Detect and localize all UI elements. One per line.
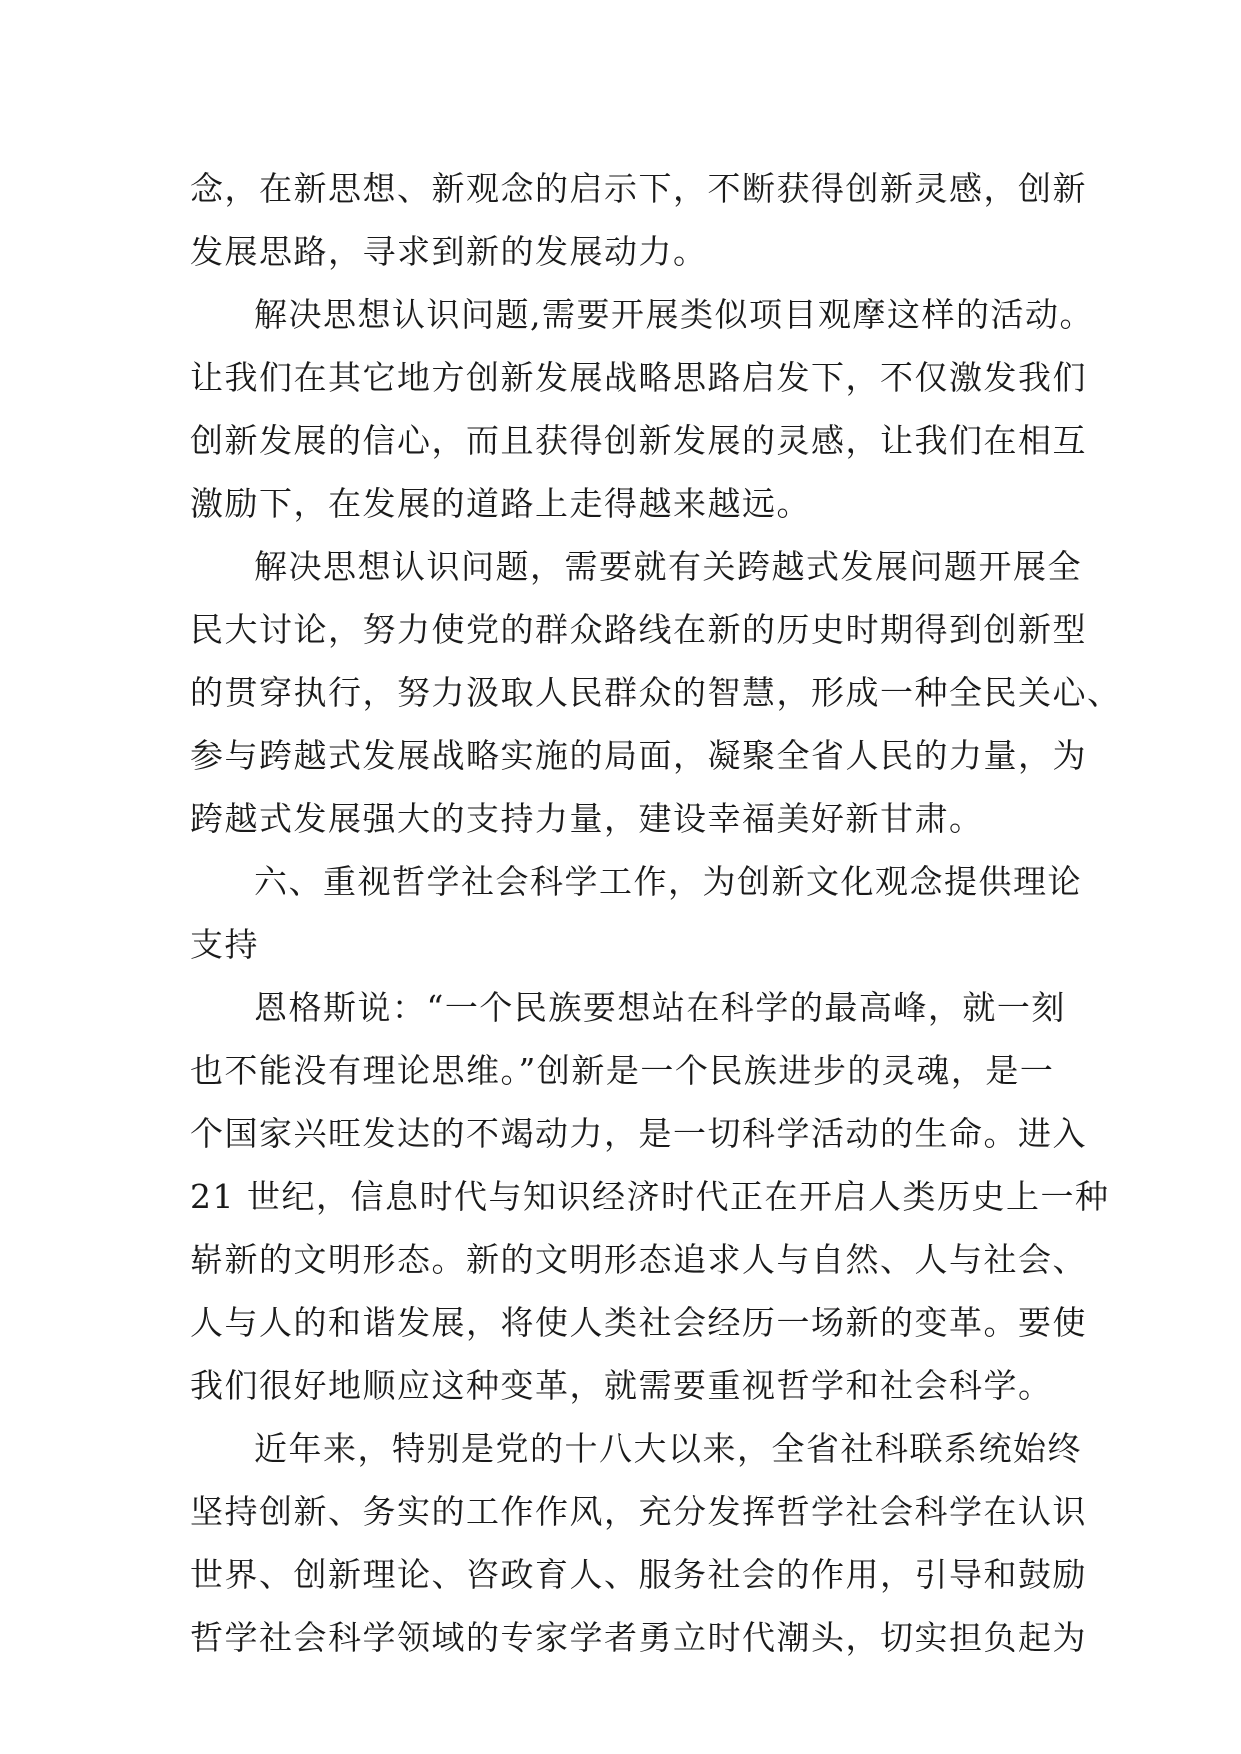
text-line: 世界、创新理论、咨政育人、服务社会的作用，引导和鼓励 <box>190 1555 1087 1594</box>
text-line: 让我们在其它地方创新发展战略思路启发下，不仅激发我们 <box>190 358 1087 397</box>
text-line: 念，在新思想、新观念的启示下，不断获得创新灵感，创新 <box>190 169 1087 208</box>
text-line: 支持 <box>190 925 259 964</box>
text-line: 个国家兴旺发达的不竭动力，是一切科学活动的生命。进入 <box>190 1114 1087 1153</box>
text-line: 解决思想认识问题,需要开展类似项目观摩这样的活动。 <box>254 295 1094 334</box>
text-line: 创新发展的信心，而且获得创新发展的灵感，让我们在相互 <box>190 421 1087 460</box>
text-line: 参与跨越式发展战略实施的局面，凝聚全省人民的力量，为 <box>190 736 1087 775</box>
text-line: 21 世纪，信息时代与知识经济时代正在开启人类历史上一种 <box>190 1177 1110 1216</box>
text-line: 的贯穿执行，努力汲取人民群众的智慧，形成一种全民关心、 <box>190 673 1122 712</box>
text-line: 近年来，特别是党的十八大以来，全省社科联系统始终 <box>254 1429 1082 1468</box>
text-line: 六、重视哲学社会科学工作，为创新文化观念提供理论 <box>254 862 1082 901</box>
text-line: 我们很好地顺应这种变革，就需要重视哲学和社会科学。 <box>190 1366 1053 1405</box>
text-line: 哲学社会科学领域的专家学者勇立时代潮头，切实担负起为 <box>190 1618 1087 1657</box>
text-line: 发展思路，寻求到新的发展动力。 <box>190 232 708 271</box>
text-line: 跨越式发展强大的支持力量，建设幸福美好新甘肃。 <box>190 799 984 838</box>
text-line: 也不能没有理论思维。”创新是一个民族进步的灵魂，是一 <box>190 1051 1055 1090</box>
text-line: 解决思想认识问题，需要就有关跨越式发展问题开展全 <box>254 547 1082 586</box>
text-line: 坚持创新、务实的工作作风，充分发挥哲学社会科学在认识 <box>190 1492 1087 1531</box>
text-line: 恩格斯说：“一个民族要想站在科学的最高峰，就一刻 <box>254 988 1066 1027</box>
text-line: 激励下，在发展的道路上走得越来越远。 <box>190 484 811 523</box>
text-line: 民大讨论，努力使党的群众路线在新的历史时期得到创新型 <box>190 610 1087 649</box>
text-line: 崭新的文明形态。新的文明形态追求人与自然、人与社会、 <box>190 1240 1087 1279</box>
text-line: 人与人的和谐发展，将使人类社会经历一场新的变革。要使 <box>190 1303 1087 1342</box>
body-text <box>190 157 1122 1669</box>
